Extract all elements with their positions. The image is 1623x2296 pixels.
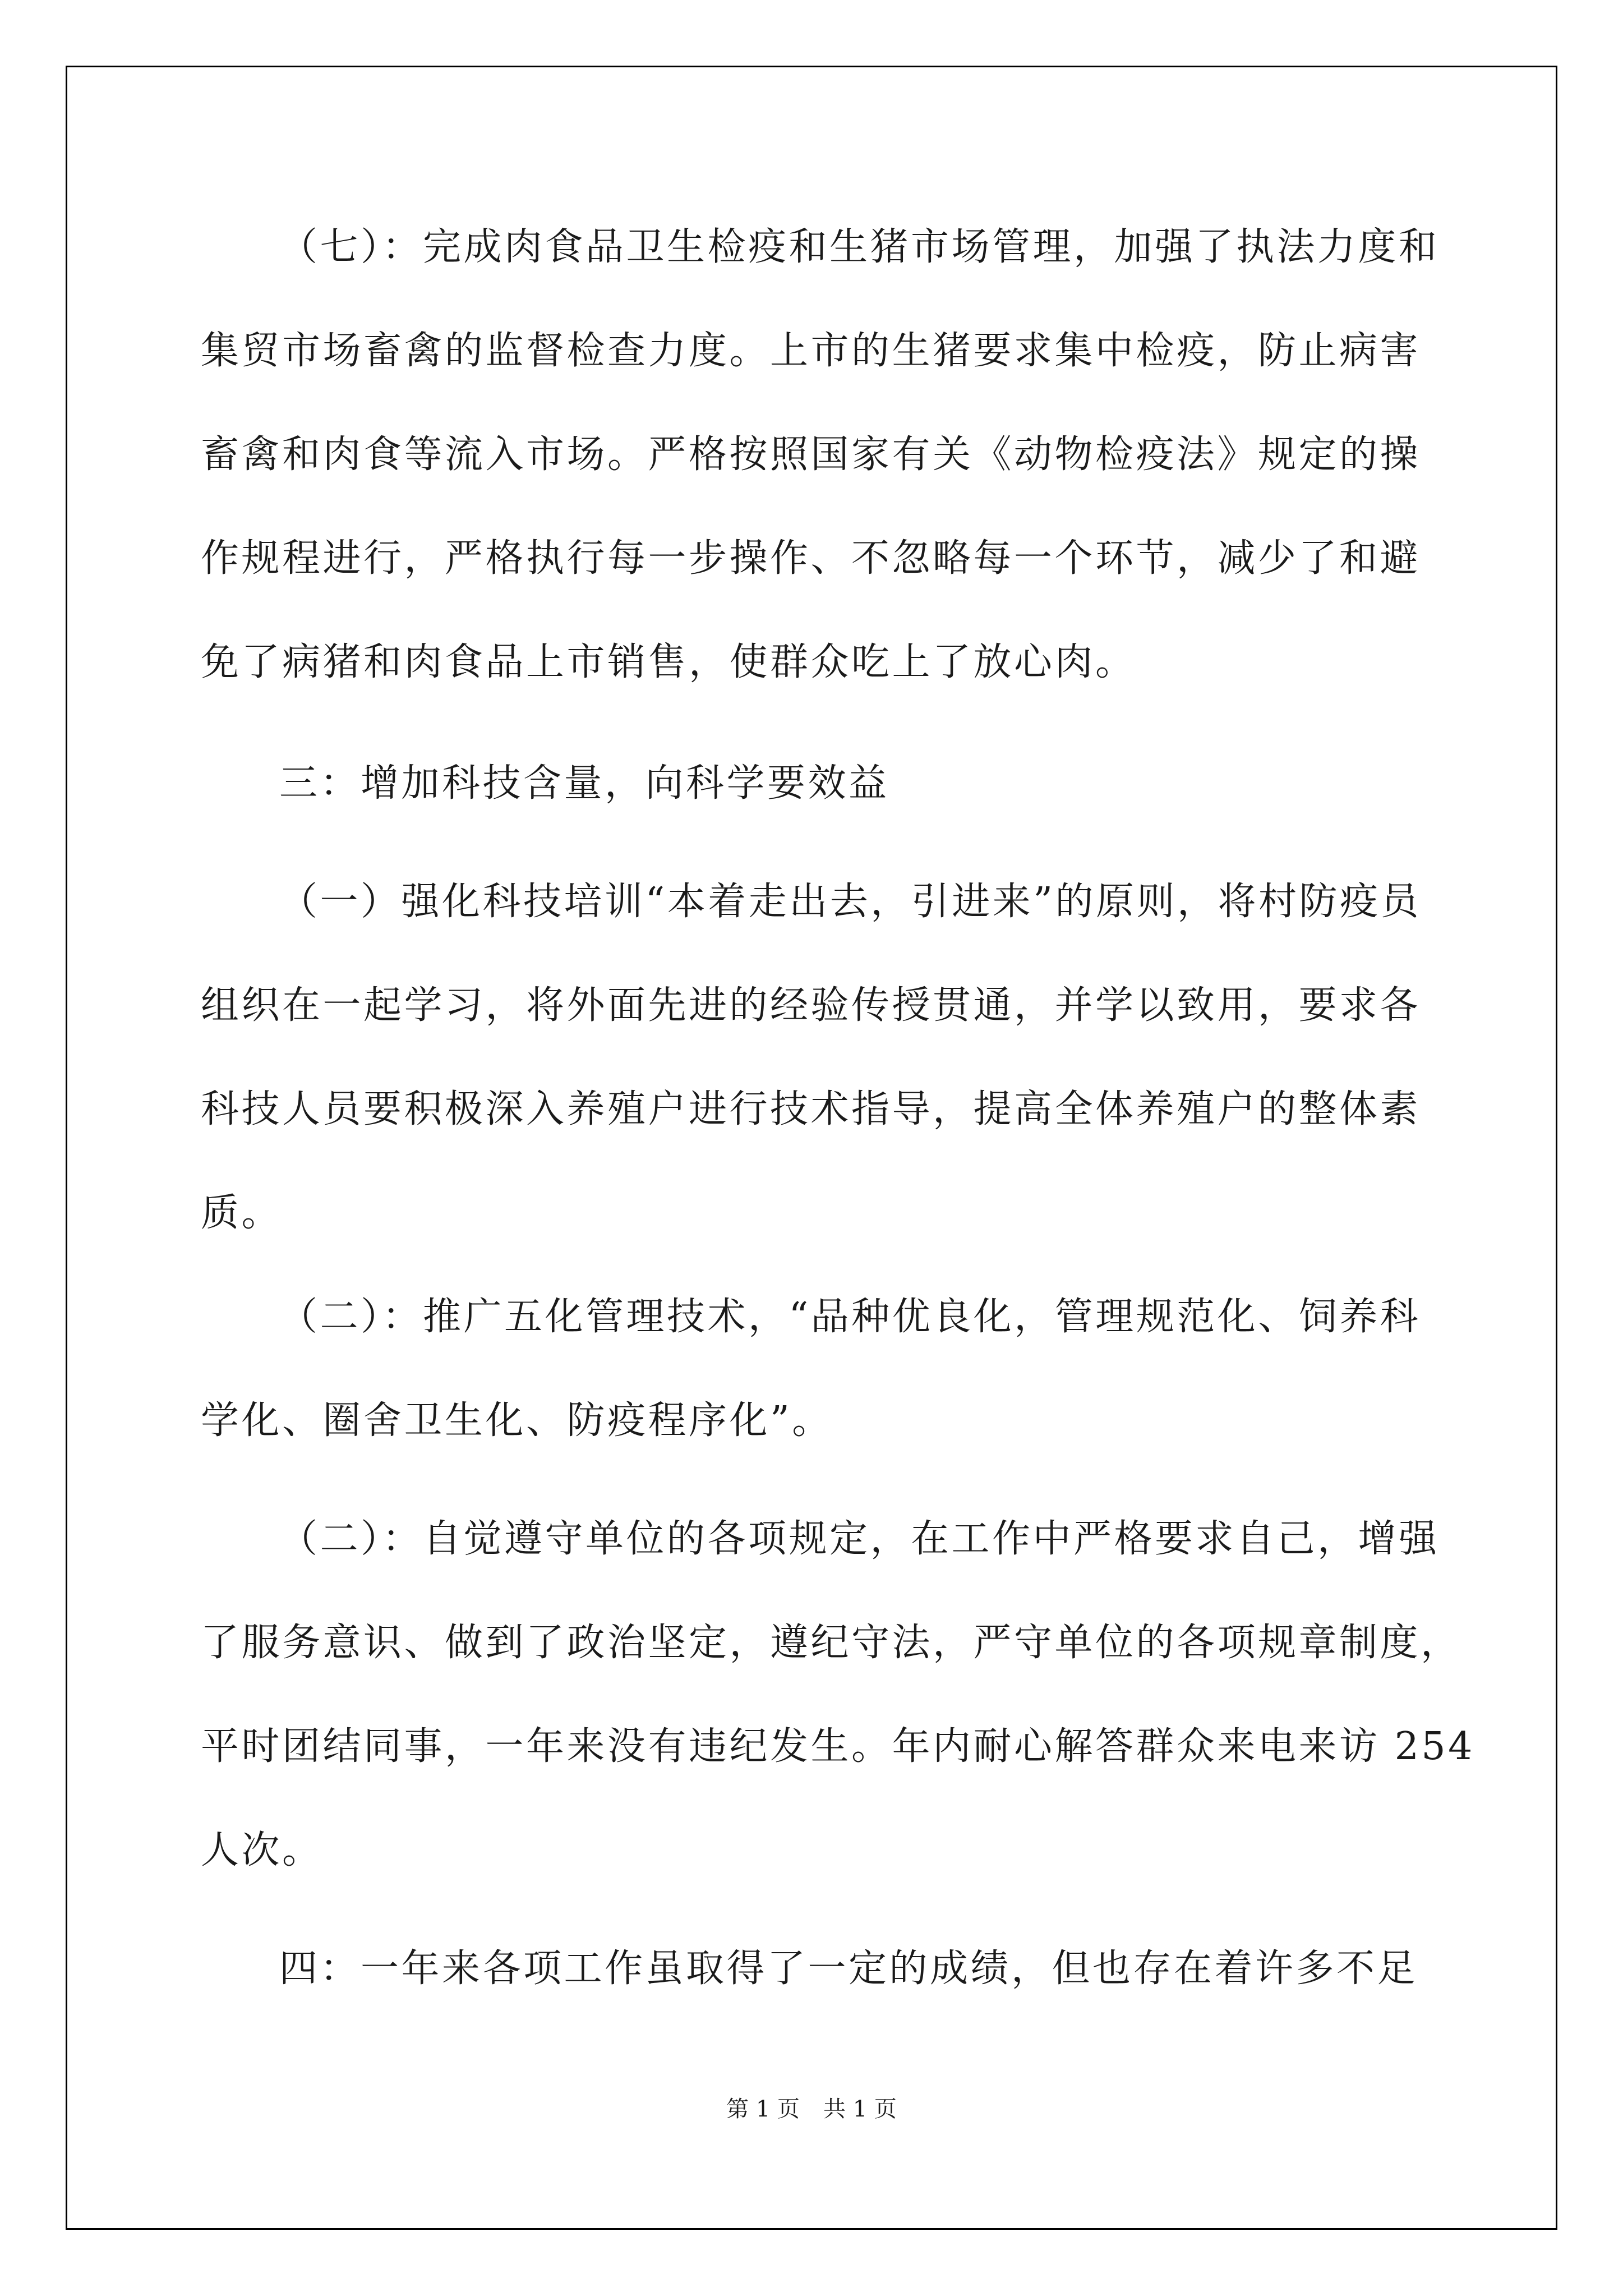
paragraph-line: 学化、圈舍卫生化、防疫程序化”。	[201, 1398, 833, 1443]
page-border	[66, 66, 1557, 2230]
paragraph-line: 免了病猪和肉食品上市销售，使群众吃上了放心肉。	[201, 640, 1136, 684]
paragraph-line: 作规程进行，严格执行每一步操作、不忽略每一个环节，减少了和避	[201, 536, 1421, 581]
page-footer	[0, 2095, 1623, 2123]
paragraph-line: （七）：完成肉食品卫生检疫和生猪市场管理，加强了执法力度和	[279, 225, 1440, 269]
section-heading: 三：增加科技含量，向科学要效益	[279, 761, 889, 806]
page-number-total: 共 1 页	[823, 2096, 897, 2122]
paragraph-line: 科技人员要积极深入养殖户进行技术指导，提高全体养殖户的整体素	[201, 1087, 1421, 1131]
paragraph-line: 平时团结同事，一年来没有违纪发生。年内耐心解答群众来电来访 254	[201, 1724, 1475, 1769]
paragraph-line: （二）：自觉遵守单位的各项规定，在工作中严格要求自己，增强	[279, 1517, 1440, 1561]
paragraph-line: 集贸市场畜禽的监督检查力度。上市的生猪要求集中检疫，防止病害	[201, 329, 1421, 373]
paragraph-line: 了服务意识、做到了政治坚定，遵纪守法，严守单位的各项规章制度，	[201, 1621, 1461, 1665]
paragraph-line: 组织在一起学习，将外面先进的经验传授贯通，并学以致用，要求各	[201, 983, 1421, 1028]
page-number-current: 第 1 页	[726, 2096, 800, 2122]
paragraph-line: 质。	[201, 1191, 283, 1235]
paragraph-line: （二）：推广五化管理技术，“品种优良化，管理规范化、饲养科	[279, 1295, 1421, 1339]
paragraph-line: 畜禽和肉食等流入市场。严格按照国家有关《动物检疫法》规定的操	[201, 432, 1421, 477]
paragraph-line: 人次。	[201, 1828, 323, 1872]
paragraph-line: 四：一年来各项工作虽取得了一定的成绩，但也存在着许多不足	[279, 1947, 1418, 1991]
paragraph-line: （一）强化科技培训“本着走出去，引进来”的原则，将村防疫员	[279, 880, 1422, 924]
